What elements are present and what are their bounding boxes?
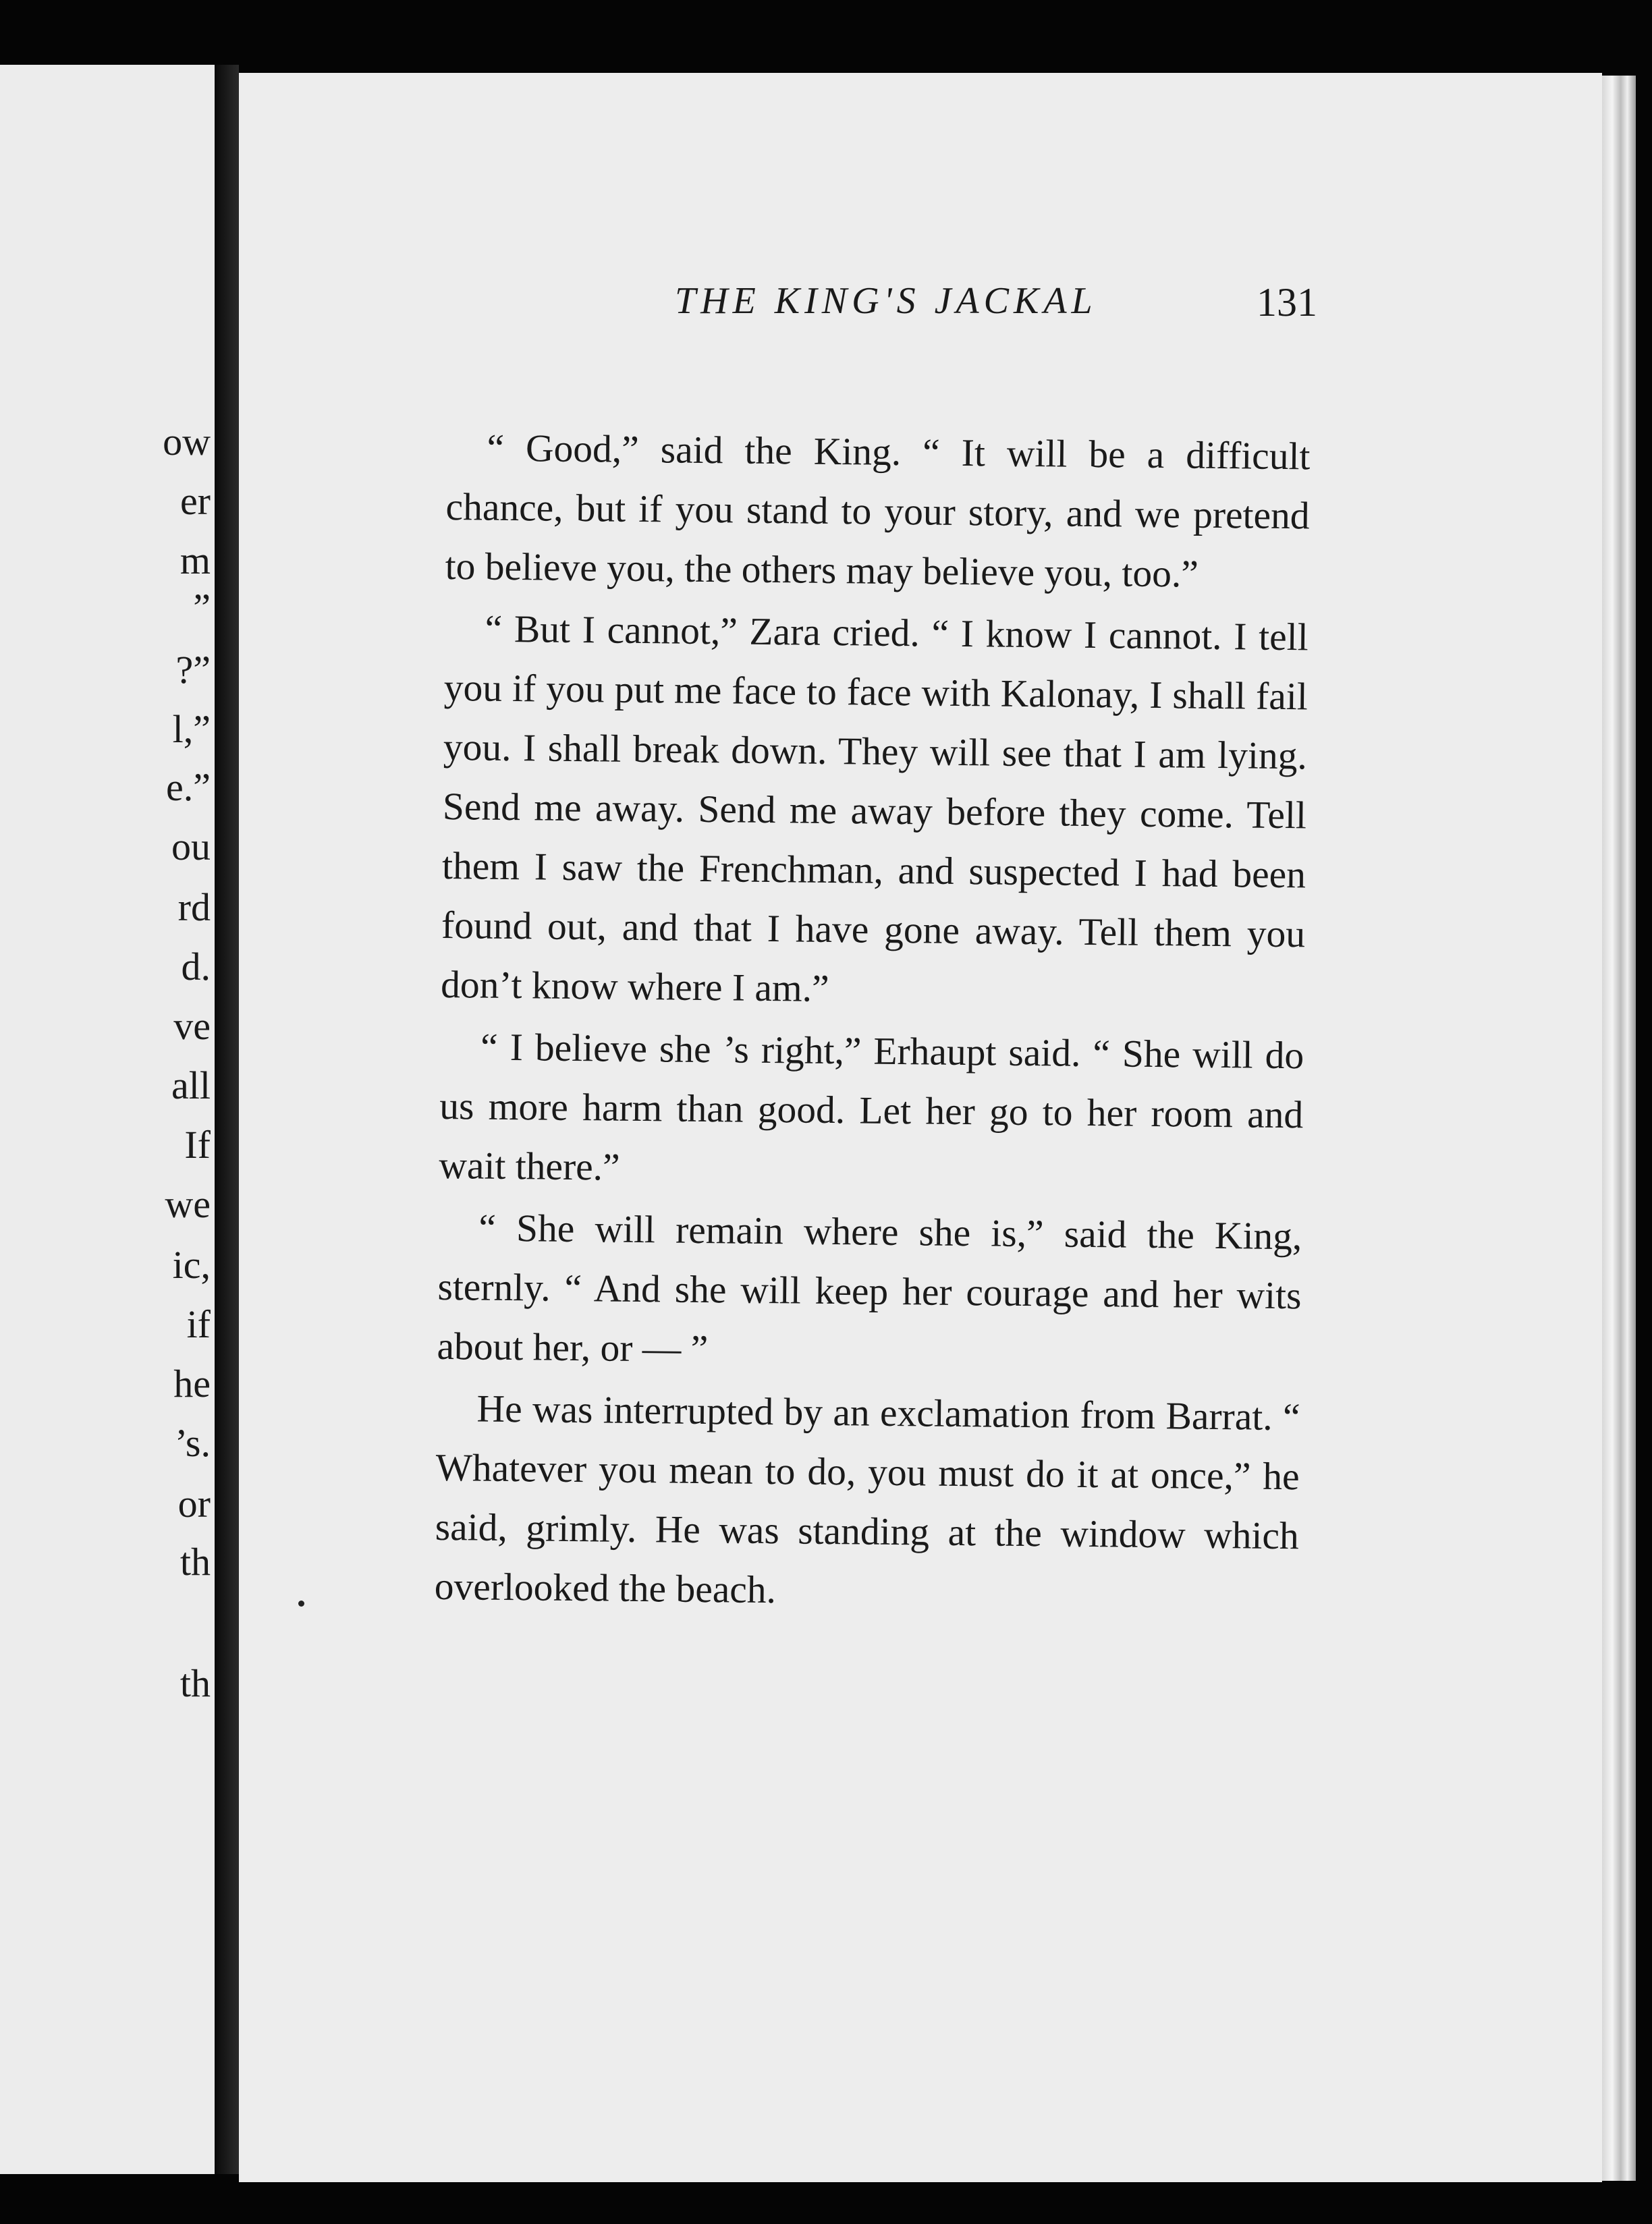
line-fragment: ow (163, 420, 211, 464)
line-fragment: m (180, 538, 211, 582)
line-fragment: he (173, 1362, 211, 1406)
line-fragment: ?” (175, 648, 211, 692)
book-gutter (215, 65, 239, 2174)
line-fragment: rd (177, 885, 211, 929)
paragraph: “ But I cannot,” Zara cried. “ I know I cannot. I tell you if you put me face to face with Kalonay, I shall fail you. I shall break down. They will see that I am lying. Send me away. Send me away before they come. Tell them I saw the Frenchman, and suspected I had been found out, and that I have gone away. Tell them you don’t know where I am.” (440, 607, 1309, 1010)
paragraph: He was interrupted by an exclamation from Barrat. “ Whatever you mean to do, you must do it at once,” he said, grimly. He was standing at the window which overlooked the beach. (434, 1387, 1300, 1612)
ink-speck (298, 1601, 304, 1607)
line-fragment: all (171, 1063, 211, 1107)
line-fragment: th (180, 1540, 211, 1584)
line-fragment: ’s. (174, 1421, 211, 1465)
line-fragment: ou (171, 825, 211, 868)
previous-page-edge (0, 65, 215, 2174)
paragraph: “ She will remain where she is,” said the King, sternly. “ And she will keep her courage and her wits about her, or — ” (437, 1206, 1302, 1371)
line-fragment: er (180, 479, 211, 523)
line-fragment: th (180, 1661, 211, 1705)
body-text (434, 418, 1311, 1625)
paragraph: “ I believe she ’s right,” Erhaupt said. “ She will do us more harm than good. Let her go to her room and wait there.” (439, 1026, 1304, 1189)
line-fragment: if (186, 1302, 211, 1346)
line-fragment: ic, (172, 1243, 211, 1287)
line-fragment: l,” (172, 707, 211, 751)
line-fragment: we (165, 1182, 211, 1226)
paragraph: “ Good,” said the King. “ It will be a difficult chance, but if you stand to your story, and we pretend to believe you, the others may believe you, too.” (445, 426, 1311, 596)
running-title: THE KING'S JACKAL (675, 280, 1097, 322)
running-head (439, 279, 1317, 333)
page-stack-edge (1602, 76, 1636, 2181)
line-fragment: d. (181, 945, 211, 989)
line-fragment: or (177, 1482, 211, 1526)
line-fragment: ve (173, 1004, 211, 1048)
page-number: 131 (1257, 280, 1317, 325)
line-fragment: If (184, 1123, 211, 1167)
line-fragment: e.” (166, 765, 211, 809)
line-fragment: ” (193, 586, 211, 630)
